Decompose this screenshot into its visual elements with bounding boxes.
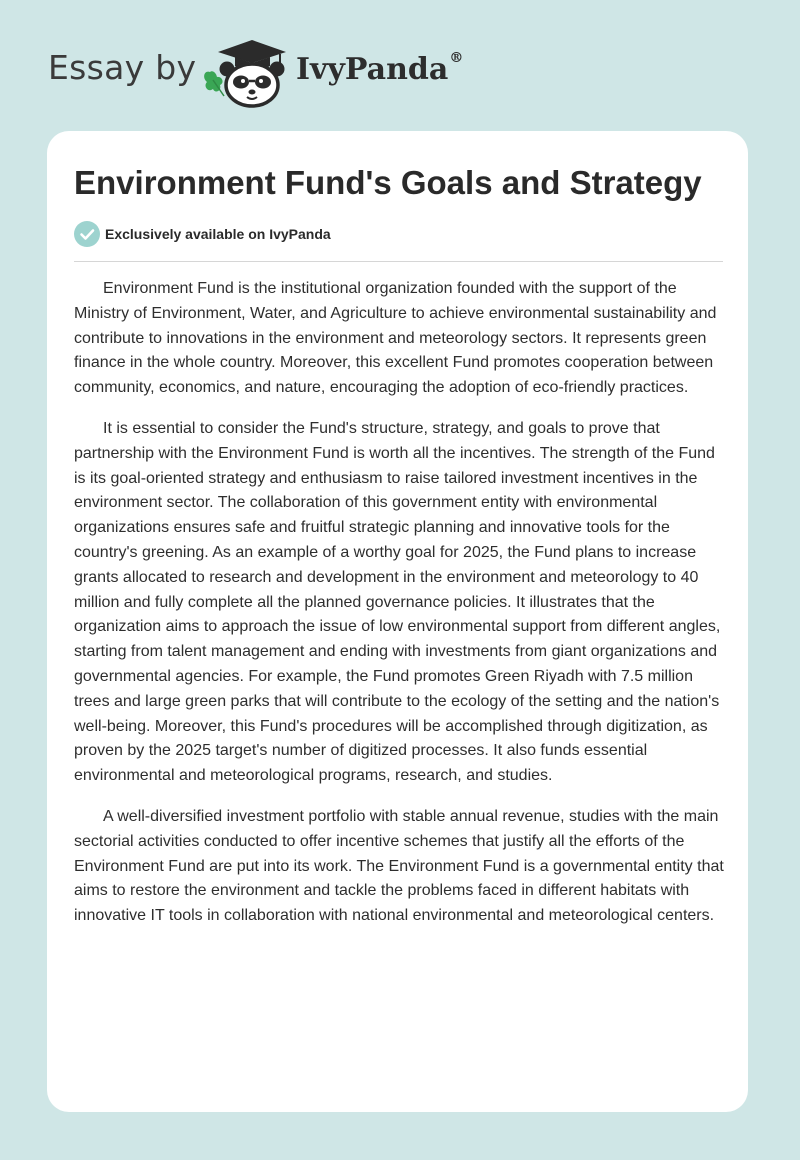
brand-name[interactable] bbox=[296, 52, 463, 87]
exclusive-label: Exclusively available on IvyPanda bbox=[105, 226, 331, 242]
paragraph: It is essential to consider the Fund's structure, strategy, and goals to prove that partnership with the Environment Fund is worth all the incentives. The strength of the Fund is its goal-oriented strategy and enthusiasm to raise tailored investment incentives in the environment sector. The collaboration of this government entity with environmental organizations ensures safe and fruitful strategic planning and innovative tools for the country's greening. As an example of a worthy goal for 2025, the Fund plans to increase grants allocated to research and development in the environment and meteorology to 40 million and fully complete all the planned governance policies. It illustrates that the organization aims to approach the issue of low environmental support from different angles, starting from talent management and ending with investments from giant organizations and governmental agencies. For example, the Fund promotes Green Riyadh with 7.5 million trees and large green parks that will contribute to the ecology of the setting and the nation's well-being. Moreover, this Fund's procedures will be accomplished through digitization, as proven by the 2025 target's number of digitized processes. It also funds essential environmental and meteorological programs, research, and studies. bbox=[74, 419, 721, 785]
essay-body bbox=[74, 277, 725, 945]
registered-mark: ® bbox=[449, 50, 464, 66]
title-divider bbox=[74, 261, 723, 262]
essay-card bbox=[47, 131, 748, 1112]
brand-name-text: IvyPanda bbox=[296, 52, 449, 87]
site-header bbox=[0, 0, 800, 120]
check-circle-icon bbox=[74, 221, 100, 247]
panda-graduate-logo-icon[interactable] bbox=[200, 36, 296, 108]
essay-title: Environment Fund's Goals and Strategy bbox=[74, 164, 702, 201]
essay-by-label: Essay by bbox=[48, 48, 197, 87]
paragraph: Environment Fund is the institutional organization founded with the support of the Ministry of Environment, Water, and Agriculture to achieve environmental sustainability and contribute to innovations in the environment and meteorology sectors. It represents green finance in the whole country. Moreover, this excellent Fund promotes cooperation between community, economics, and nature, encouraging the adoption of eco-friendly practices. bbox=[74, 280, 717, 397]
paragraph: A well-diversified investment portfolio with stable annual revenue, studies with the main sectorial activities conducted to offer incentive schemes that justify all the efforts of the Environment Fund are put into its work. The Environment Fund is a governmental entity that aims to restore the environment and tackle the problems faced in different habitats with innovative IT tools in collaboration with national environmental and meteorological centers. bbox=[74, 807, 724, 925]
exclusive-badge bbox=[74, 221, 331, 247]
